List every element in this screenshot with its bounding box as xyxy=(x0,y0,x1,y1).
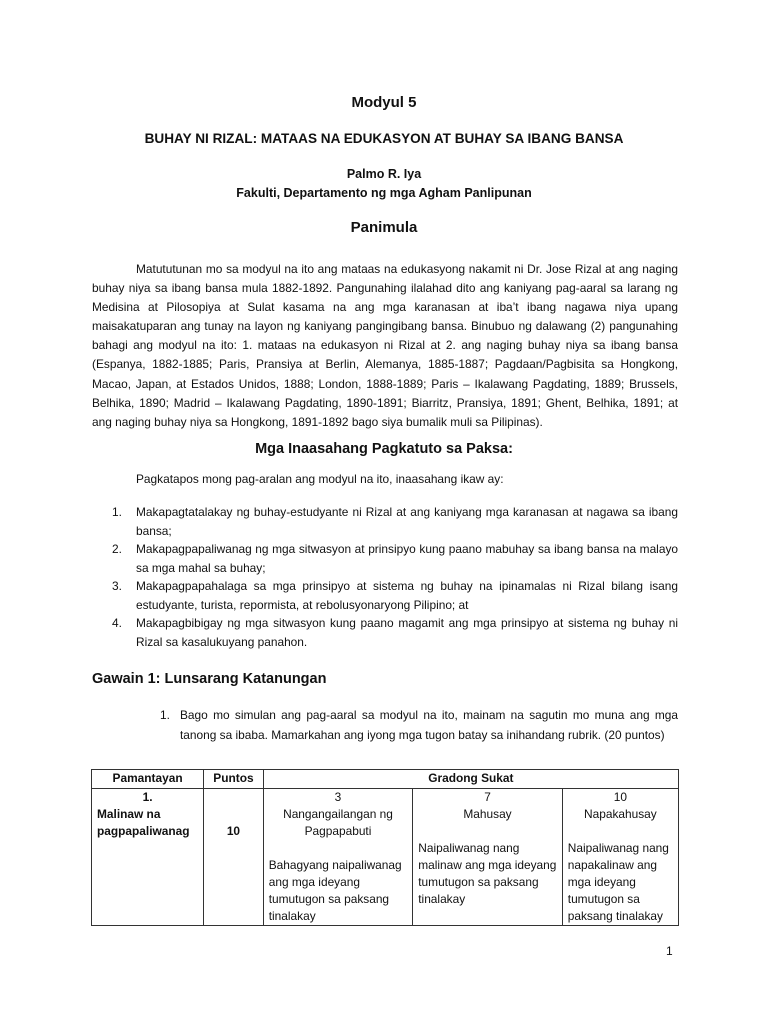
goal-item xyxy=(92,503,678,540)
goal-text: Makapagtatalakay ng buhay-estudyante ni Rizal at ang kaniyang mga karanasan at nagawa sa ibang bansa; xyxy=(136,505,678,538)
level-cell xyxy=(263,789,413,926)
module-title: BUHAY NI RIZAL: MATAAS NA EDUKASYON AT BUHAY SA IBANG BANSA xyxy=(144,131,624,146)
module-number: Modyul 5 xyxy=(351,94,417,111)
intro-section xyxy=(92,260,678,432)
goal-item xyxy=(92,540,678,577)
goal-text: Makapagpapahalaga sa mga prinsipyo at sistema ng buhay na ipinamalas ni Rizal bilang isang estudyante, turista, repormista, at rebolusyonaryong Pilipino; at xyxy=(136,579,678,612)
author-block xyxy=(0,165,768,203)
level-description: Naipaliwanag nang malinaw ang mga ideyang tumutugon sa paksang tinalakay xyxy=(418,841,557,906)
author-name: Palmo R. Iya xyxy=(346,167,422,181)
goals-lead: Pagkatapos mong pag-aralan ang modyul na ito, inaasahang ikaw ay: xyxy=(136,472,504,486)
goal-number: 3. xyxy=(112,579,122,593)
question-number: 1. xyxy=(160,708,170,722)
criterion-number: 1. xyxy=(142,790,153,804)
intro-paragraph: Matututunan mo sa modyul na ito ang mataas na edukasyong nakamit ni Dr. Jose Rizal at ang naging buhay niya sa ibang bansa mula 1882-1892. Pangunahing ilalahad dito ang kaniyang pag-aaral sa larang ng Medisina at Pilosopiya at Sulat kasama na ang mga karanasan at iba’t ibang nagawa niya upang maisakatuparan ang tunay na layon ng kaniyang pangingibang bansa. Binubuo ng dalawang (2) pangunahing bahagi ang modyul na ito: 1. mataas na edukasyon ni Rizal at 2. ang naging buhay niya sa ibang bansa (Espanya, 1882-1885; Paris, Pransiya at Berlin, Alemanya, 1885-1887; Pagdaan/Pagbisita sa Hongkong, Macao, Japan, at Estados Unidos, 1888; London, 1888-1889; Paris – Ikalawang Pagdating, 1889; Brussels, Belhika, 1890; Madrid – Ikalawang Pagdating, 1890-1891; Biarritz, Pransiya, 1891; Ghent, Belhika, 1891; at ang naging buhay niya sa Hongkong, 1891-1892 bago siya bumalik muli sa Pilipinas). xyxy=(92,262,678,429)
intro-heading: Panimula xyxy=(350,219,418,236)
level-score: 10 xyxy=(613,790,627,804)
goal-item xyxy=(92,577,678,614)
criterion-cell xyxy=(92,789,204,926)
rubric-table xyxy=(91,769,679,926)
rubric-header-row xyxy=(92,770,679,789)
goal-text: Makapagpapaliwanag ng mga sitwasyon at prinsipyo kung paano mabuhay sa ibang bansa na malayo sa mga mahal sa buhay; xyxy=(136,542,678,575)
goal-text: Makapagbibigay ng mga sitwasyon kung paano magamit ang mga prinsipyo at sistema ng buhay ni Rizal sa kasalukuyang panahon. xyxy=(136,616,678,649)
level-score: 7 xyxy=(484,790,491,804)
level-label: Nangangailangan ng Pagpapabuti xyxy=(283,807,393,838)
level-cell xyxy=(413,789,563,926)
page-number: 1 xyxy=(666,944,673,958)
author-affiliation: Fakulti, Departamento ng mga Agham Panlipunan xyxy=(236,186,532,200)
col-scale-header: Gradong Sukat xyxy=(263,770,678,789)
criterion-name: Malinaw na pagpapaliwanag xyxy=(97,807,190,838)
question-text: Bago mo simulan ang pag-aaral sa modyul na ito, mainam na sagutin mo muna ang mga tanong sa ibaba. Mamarkahan ang iyong mga tugon batay sa inihandang rubrik. (20 puntos) xyxy=(180,708,678,742)
level-label: Mahusay xyxy=(463,807,512,821)
points-cell: 10 xyxy=(204,789,264,926)
goals-heading: Mga Inaasahang Pagkatuto sa Paksa: xyxy=(255,441,513,457)
level-cell xyxy=(562,789,678,926)
level-description: Bahagyang naipaliwanag ang mga ideyang tumutugon sa paksang tinalakay xyxy=(268,858,402,923)
level-label: Napakahusay xyxy=(584,807,657,821)
rubric-row xyxy=(92,789,679,926)
goal-number: 1. xyxy=(112,505,122,519)
col-points-header: Puntos xyxy=(204,770,264,789)
goals-list xyxy=(92,503,678,651)
gawain-heading: Gawain 1: Lunsarang Katanungan xyxy=(92,671,327,687)
level-description: Naipaliwanag nang napakalinaw ang mga ideyang tumutugon sa paksang tinalakay xyxy=(567,841,669,923)
goal-item xyxy=(92,614,678,651)
goal-number: 4. xyxy=(112,616,122,630)
col-criteria-header: Pamantayan xyxy=(92,770,204,789)
level-score: 3 xyxy=(334,790,342,804)
gawain-question xyxy=(136,706,678,745)
goal-number: 2. xyxy=(112,542,122,556)
